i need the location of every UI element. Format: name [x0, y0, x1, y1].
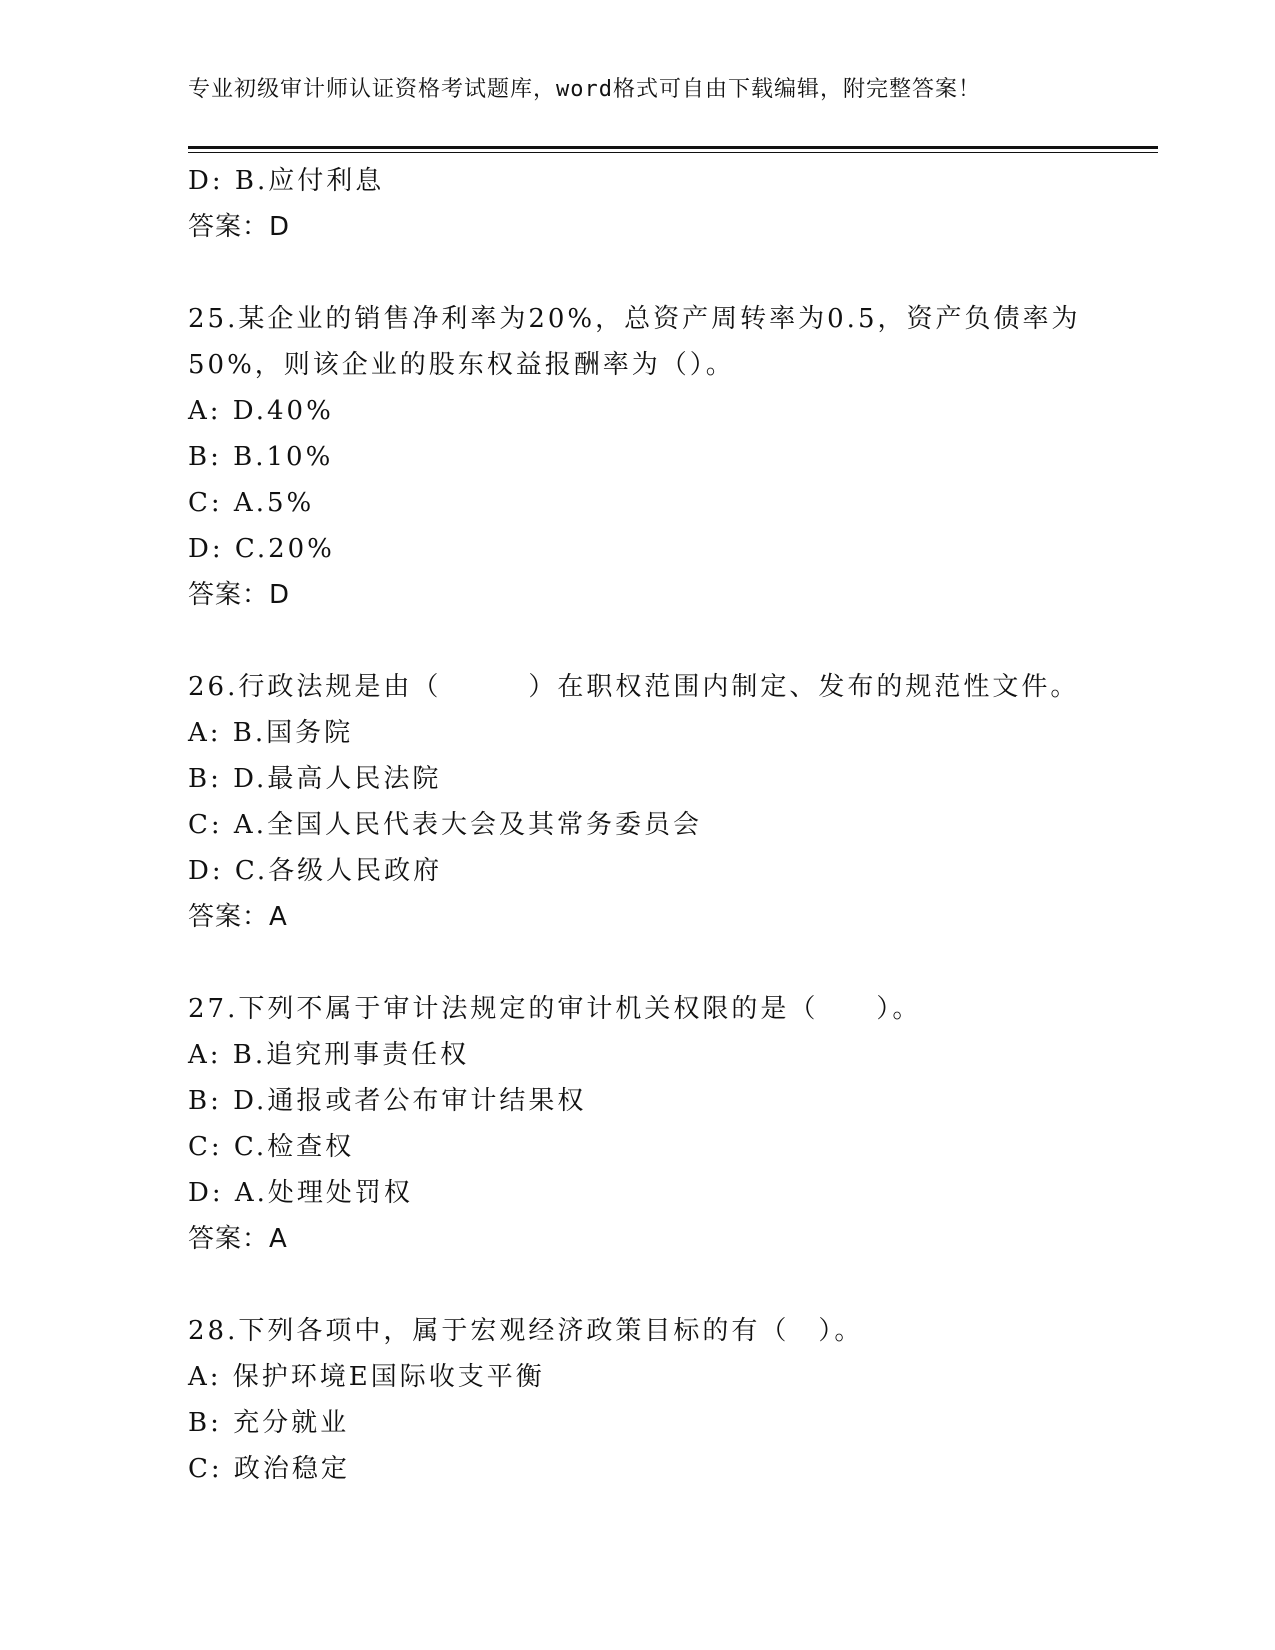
- option-a: A: B.追究刑事责任权: [188, 1040, 470, 1070]
- option-a: A: B.国务院: [188, 718, 354, 748]
- answer: 答案：A: [188, 902, 288, 932]
- question-27: [188, 986, 1148, 1262]
- question-text: 25.某企业的销售净利率为20%，总资产周转率为0.5，资产负债率为: [188, 304, 1081, 334]
- header-rule-thin: [188, 152, 1158, 153]
- option-d: D: B.应付利息: [188, 166, 385, 196]
- question-24-tail: [188, 158, 1148, 250]
- page-header: 专业初级审计师认证资格考试题库，word格式可自由下载编辑，附完整答案！: [188, 77, 981, 102]
- option-a: A: 保护环境E国际收支平衡: [188, 1362, 545, 1392]
- question-text: 28.下列各项中，属于宏观经济政策目标的有（ ）。: [188, 1316, 864, 1346]
- question-25: [188, 296, 1148, 618]
- option-a: A: D.40%: [188, 396, 334, 426]
- question-text: 26.行政法规是由（ ）在职权范围内制定、发布的规范性文件。: [188, 672, 1080, 702]
- answer: 答案：D: [188, 580, 291, 610]
- option-c: C: A.5%: [188, 488, 315, 518]
- option-d: D: C.20%: [188, 534, 335, 564]
- option-c: C: A.全国人民代表大会及其常务委员会: [188, 810, 702, 840]
- option-c: C: 政治稳定: [188, 1454, 350, 1484]
- answer: 答案：A: [188, 1224, 288, 1254]
- spacer: [188, 250, 1148, 296]
- spacer: [188, 618, 1148, 664]
- answer: 答案：D: [188, 212, 291, 242]
- question-content: [188, 158, 1148, 1492]
- option-d: D: A.处理处罚权: [188, 1178, 413, 1208]
- option-d: D: C.各级人民政府: [188, 856, 443, 886]
- spacer: [188, 940, 1148, 986]
- question-text: 27.下列不属于审计法规定的审计机关权限的是（ ）。: [188, 994, 922, 1024]
- header-rule-thick: [188, 146, 1158, 149]
- option-c: C: C.检查权: [188, 1132, 355, 1162]
- option-b: B: B.10%: [188, 442, 334, 472]
- option-b: B: D.通报或者公布审计结果权: [188, 1086, 587, 1116]
- question-26: [188, 664, 1148, 940]
- question-text-cont: 50%，则该企业的股东权益报酬率为（）。: [188, 350, 735, 380]
- option-b: B: 充分就业: [188, 1408, 350, 1438]
- question-28: [188, 1308, 1148, 1492]
- spacer: [188, 1262, 1148, 1308]
- option-b: B: D.最高人民法院: [188, 764, 442, 794]
